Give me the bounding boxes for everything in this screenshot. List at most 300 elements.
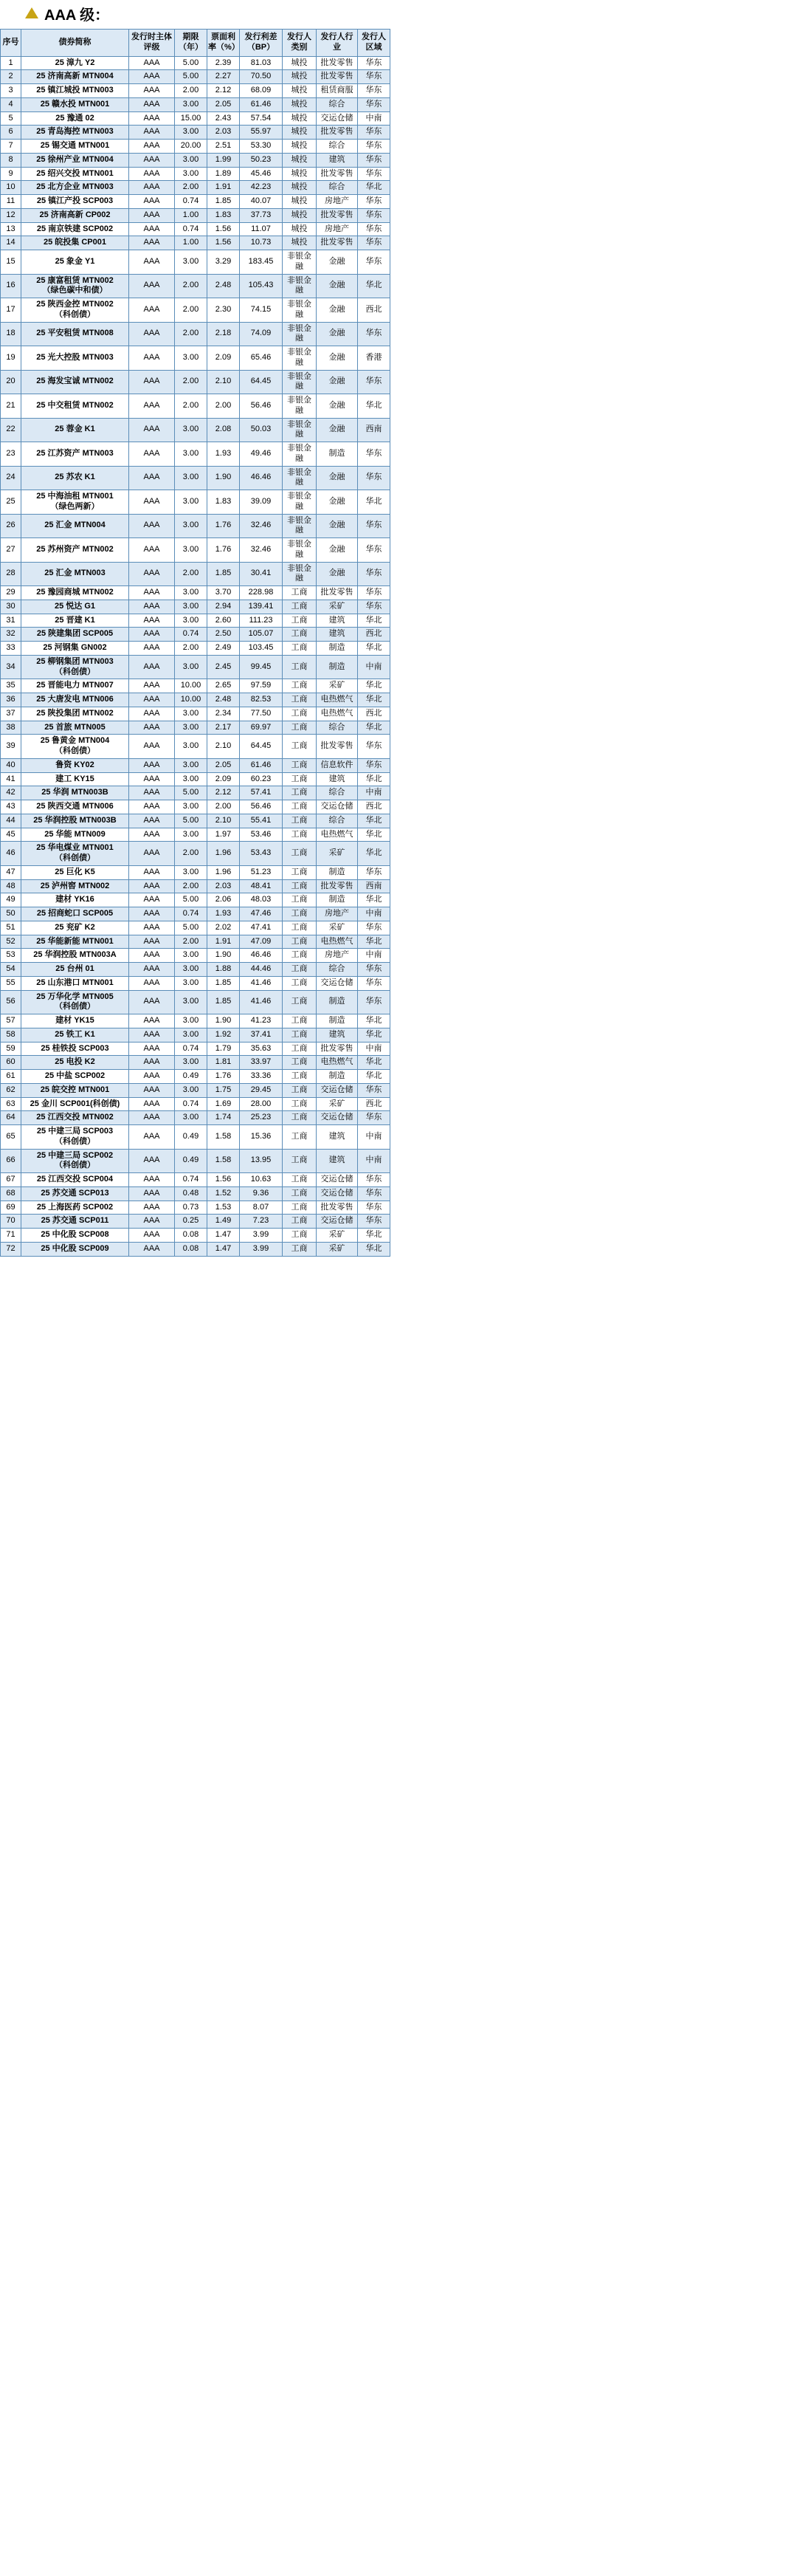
cell-issuer-type: 工商 <box>283 1042 317 1056</box>
table-row <box>1 562 390 586</box>
cell-coupon: 1.47 <box>207 1242 240 1256</box>
cell-bond-name: 25 中交租赁 MTN002 <box>21 394 129 419</box>
cell-issuer-industry: 金融 <box>317 418 358 442</box>
cell-coupon: 1.47 <box>207 1229 240 1243</box>
cell-issuer-rating: AAA <box>129 921 175 935</box>
cell-index: 33 <box>1 642 21 656</box>
cell-issuer-industry: 金融 <box>317 538 358 563</box>
cell-issuer-type: 工商 <box>283 1186 317 1201</box>
cell-bond-name: 25 海发宝诚 MTN002 <box>21 370 129 394</box>
cell-index: 64 <box>1 1111 21 1125</box>
table-row <box>1 322 390 346</box>
table-row <box>1 786 390 800</box>
cell-issuer-rating: AAA <box>129 628 175 642</box>
cell-spread: 8.07 <box>240 1201 283 1215</box>
cell-bond-name: 25 陕建集团 SCP005 <box>21 628 129 642</box>
table-row <box>1 167 390 181</box>
cell-issuer-type: 非银金融 <box>283 562 317 586</box>
document-page <box>0 0 797 1257</box>
cell-spread: 9.36 <box>240 1186 283 1201</box>
cell-spread: 40.07 <box>240 195 283 209</box>
cell-issuer-type: 非银金融 <box>283 466 317 490</box>
cell-bond-name: 25 青岛海控 MTN003 <box>21 126 129 140</box>
cell-coupon: 2.10 <box>207 814 240 828</box>
cell-issuer-rating: AAA <box>129 976 175 990</box>
table-row <box>1 1056 390 1070</box>
cell-issuer-rating: AAA <box>129 181 175 195</box>
table-row <box>1 963 390 977</box>
cell-issuer-type: 工商 <box>283 1173 317 1187</box>
cell-coupon: 2.09 <box>207 772 240 786</box>
cell-bond-name: 25 徐州产业 MTN004 <box>21 153 129 167</box>
cell-issuer-rating: AAA <box>129 786 175 800</box>
table-row <box>1 1173 390 1187</box>
cell-coupon: 1.99 <box>207 153 240 167</box>
cell-index: 63 <box>1 1097 21 1111</box>
cell-bond-name: 25 济南高新 CP002 <box>21 208 129 222</box>
cell-issuer-rating: AAA <box>129 1186 175 1201</box>
table-row <box>1 990 390 1014</box>
cell-issuer-industry: 制造 <box>317 990 358 1014</box>
cell-issuer-rating: AAA <box>129 514 175 538</box>
cell-issuer-industry: 房地产 <box>317 949 358 963</box>
cell-issuer-rating: AAA <box>129 1070 175 1084</box>
cell-issuer-industry: 建筑 <box>317 1125 358 1150</box>
cell-term: 2.00 <box>175 370 207 394</box>
table-row <box>1 1028 390 1042</box>
cell-issuer-industry: 建筑 <box>317 628 358 642</box>
section-heading <box>0 0 797 29</box>
cell-issuer-region: 西北 <box>358 298 390 323</box>
cell-issuer-industry: 制造 <box>317 1070 358 1084</box>
cell-term: 2.00 <box>175 394 207 419</box>
cell-index: 5 <box>1 111 21 126</box>
cell-issuer-type: 工商 <box>283 707 317 721</box>
cell-bond-name: 25 金川 SCP001(科创债) <box>21 1097 129 1111</box>
cell-term: 1.00 <box>175 208 207 222</box>
cell-coupon: 1.74 <box>207 1111 240 1125</box>
table-row <box>1 865 390 879</box>
cell-issuer-industry: 批发零售 <box>317 1042 358 1056</box>
cell-index: 12 <box>1 208 21 222</box>
cell-bond-name: 25 镇江产投 SCP003 <box>21 195 129 209</box>
cell-index: 60 <box>1 1056 21 1070</box>
cell-coupon: 2.09 <box>207 346 240 371</box>
cell-bond-name: 25 华电煤业 MTN001 （科创债） <box>21 842 129 866</box>
cell-index: 46 <box>1 842 21 866</box>
cell-bond-name: 25 晋建 K1 <box>21 614 129 628</box>
cell-issuer-rating: AAA <box>129 893 175 907</box>
cell-issuer-region: 华东 <box>358 600 390 614</box>
cell-term: 3.00 <box>175 758 207 772</box>
table-row <box>1 56 390 70</box>
cell-issuer-industry: 金融 <box>317 466 358 490</box>
cell-issuer-rating: AAA <box>129 153 175 167</box>
cell-issuer-region: 华东 <box>358 1173 390 1187</box>
cell-bond-name: 25 华润控股 MTN003A <box>21 949 129 963</box>
cell-index: 10 <box>1 181 21 195</box>
cell-index: 54 <box>1 963 21 977</box>
cell-issuer-rating: AAA <box>129 707 175 721</box>
cell-term: 3.00 <box>175 126 207 140</box>
cell-issuer-region: 华北 <box>358 181 390 195</box>
cell-term: 0.74 <box>175 1042 207 1056</box>
cell-term: 0.08 <box>175 1229 207 1243</box>
cell-issuer-rating: AAA <box>129 735 175 759</box>
table-row <box>1 1242 390 1256</box>
cell-bond-name: 25 南京铁建 SCP002 <box>21 222 129 236</box>
cell-bond-name: 25 陕西交通 MTN006 <box>21 800 129 814</box>
cell-coupon: 2.48 <box>207 274 240 298</box>
cell-issuer-type: 工商 <box>283 990 317 1014</box>
cell-coupon: 2.94 <box>207 600 240 614</box>
cell-coupon: 2.45 <box>207 655 240 679</box>
cell-issuer-type: 工商 <box>283 1229 317 1243</box>
cell-issuer-region: 华东 <box>358 70 390 84</box>
cell-issuer-type: 工商 <box>283 758 317 772</box>
cell-spread: 37.73 <box>240 208 283 222</box>
cell-issuer-type: 城投 <box>283 97 317 111</box>
cell-term: 3.00 <box>175 167 207 181</box>
cell-term: 2.00 <box>175 181 207 195</box>
cell-issuer-region: 华东 <box>358 208 390 222</box>
cell-spread: 183.45 <box>240 250 283 275</box>
cell-issuer-industry: 批发零售 <box>317 236 358 250</box>
cell-spread: 7.23 <box>240 1215 283 1229</box>
cell-bond-name: 25 苏州资产 MTN002 <box>21 538 129 563</box>
cell-issuer-rating: AAA <box>129 642 175 656</box>
cell-spread: 103.45 <box>240 642 283 656</box>
cell-issuer-type: 工商 <box>283 893 317 907</box>
cell-spread: 69.97 <box>240 721 283 735</box>
cell-issuer-industry: 采矿 <box>317 600 358 614</box>
cell-coupon: 2.17 <box>207 721 240 735</box>
cell-bond-name: 25 柳钢集团 MTN003 （科创债） <box>21 655 129 679</box>
cell-coupon: 1.56 <box>207 236 240 250</box>
cell-issuer-type: 工商 <box>283 1070 317 1084</box>
table-row <box>1 679 390 693</box>
table-header-row <box>1 30 390 57</box>
cell-bond-name: 25 镇江城投 MTN003 <box>21 84 129 98</box>
cell-term: 0.25 <box>175 1215 207 1229</box>
cell-issuer-industry: 电热燃气 <box>317 693 358 707</box>
cell-issuer-industry: 综合 <box>317 963 358 977</box>
table-row <box>1 274 390 298</box>
cell-index: 19 <box>1 346 21 371</box>
cell-index: 20 <box>1 370 21 394</box>
cell-term: 3.00 <box>175 538 207 563</box>
cell-issuer-industry: 综合 <box>317 786 358 800</box>
cell-spread: 10.73 <box>240 236 283 250</box>
cell-spread: 55.97 <box>240 126 283 140</box>
cell-issuer-industry: 采矿 <box>317 1229 358 1243</box>
table-row <box>1 298 390 323</box>
cell-issuer-industry: 建筑 <box>317 1028 358 1042</box>
cell-issuer-rating: AAA <box>129 1111 175 1125</box>
cell-issuer-rating: AAA <box>129 97 175 111</box>
cell-issuer-region: 华东 <box>358 976 390 990</box>
cell-spread: 74.15 <box>240 298 283 323</box>
column-header-issuer-region: 发行人区域 <box>358 30 390 57</box>
table-row <box>1 600 390 614</box>
cell-index: 52 <box>1 935 21 949</box>
cell-issuer-rating: AAA <box>129 600 175 614</box>
cell-issuer-type: 工商 <box>283 642 317 656</box>
cell-term: 0.08 <box>175 1242 207 1256</box>
cell-bond-name: 25 电投 K2 <box>21 1056 129 1070</box>
cell-issuer-region: 华北 <box>358 828 390 842</box>
cell-issuer-rating: AAA <box>129 1056 175 1070</box>
table-row <box>1 976 390 990</box>
cell-issuer-rating: AAA <box>129 1097 175 1111</box>
cell-issuer-rating: AAA <box>129 1028 175 1042</box>
cell-index: 15 <box>1 250 21 275</box>
cell-bond-name: 25 锡交通 MTN001 <box>21 140 129 154</box>
cell-term: 5.00 <box>175 814 207 828</box>
cell-index: 21 <box>1 394 21 419</box>
column-header-term: 期限（年） <box>175 30 207 57</box>
table-row <box>1 250 390 275</box>
cell-index: 47 <box>1 865 21 879</box>
cell-term: 3.00 <box>175 418 207 442</box>
cell-issuer-rating: AAA <box>129 1242 175 1256</box>
cell-issuer-region: 华北 <box>358 721 390 735</box>
cell-issuer-region: 华东 <box>358 1111 390 1125</box>
cell-coupon: 1.76 <box>207 538 240 563</box>
cell-issuer-industry: 采矿 <box>317 1097 358 1111</box>
cell-spread: 228.98 <box>240 586 283 600</box>
cell-issuer-rating: AAA <box>129 758 175 772</box>
cell-issuer-industry: 电热燃气 <box>317 1056 358 1070</box>
table-row <box>1 1070 390 1084</box>
cell-issuer-rating: AAA <box>129 1042 175 1056</box>
cell-issuer-rating: AAA <box>129 1125 175 1150</box>
cell-coupon: 2.10 <box>207 370 240 394</box>
cell-bond-name: 25 首旅 MTN005 <box>21 721 129 735</box>
cell-bond-name: 25 苏交通 SCP013 <box>21 1186 129 1201</box>
cell-term: 3.00 <box>175 949 207 963</box>
cell-issuer-type: 城投 <box>283 181 317 195</box>
cell-issuer-region: 华东 <box>358 442 390 467</box>
cell-issuer-region: 华东 <box>358 758 390 772</box>
cell-term: 5.00 <box>175 893 207 907</box>
cell-issuer-industry: 综合 <box>317 140 358 154</box>
cell-index: 13 <box>1 222 21 236</box>
cell-bond-name: 25 江西交投 SCP004 <box>21 1173 129 1187</box>
cell-bond-name: 25 铁工 K1 <box>21 1028 129 1042</box>
cell-index: 61 <box>1 1070 21 1084</box>
cell-term: 3.00 <box>175 614 207 628</box>
cell-issuer-type: 工商 <box>283 1028 317 1042</box>
cell-issuer-type: 工商 <box>283 1111 317 1125</box>
cell-index: 44 <box>1 814 21 828</box>
cell-bond-name: 25 赣水投 MTN001 <box>21 97 129 111</box>
cell-spread: 70.50 <box>240 70 283 84</box>
cell-issuer-rating: AAA <box>129 274 175 298</box>
cell-term: 2.00 <box>175 879 207 893</box>
cell-issuer-type: 城投 <box>283 195 317 209</box>
cell-coupon: 1.58 <box>207 1125 240 1150</box>
cell-issuer-type: 工商 <box>283 963 317 977</box>
cell-issuer-region: 中南 <box>358 949 390 963</box>
cell-bond-name: 25 江苏资产 MTN003 <box>21 442 129 467</box>
cell-coupon: 2.49 <box>207 642 240 656</box>
cell-issuer-industry: 综合 <box>317 814 358 828</box>
cell-coupon: 1.56 <box>207 222 240 236</box>
cell-spread: 48.03 <box>240 893 283 907</box>
cell-issuer-industry: 采矿 <box>317 1242 358 1256</box>
cell-term: 2.00 <box>175 562 207 586</box>
cell-spread: 53.46 <box>240 828 283 842</box>
cell-issuer-type: 工商 <box>283 614 317 628</box>
cell-issuer-industry: 电热燃气 <box>317 935 358 949</box>
cell-index: 18 <box>1 322 21 346</box>
cell-issuer-region: 华东 <box>358 586 390 600</box>
cell-issuer-region: 华东 <box>358 140 390 154</box>
cell-issuer-rating: AAA <box>129 721 175 735</box>
cell-spread: 33.97 <box>240 1056 283 1070</box>
table-row <box>1 907 390 921</box>
cell-term: 2.00 <box>175 274 207 298</box>
cell-spread: 82.53 <box>240 693 283 707</box>
cell-term: 20.00 <box>175 140 207 154</box>
cell-index: 48 <box>1 879 21 893</box>
cell-issuer-region: 中南 <box>358 111 390 126</box>
table-row <box>1 97 390 111</box>
cell-coupon: 1.56 <box>207 1173 240 1187</box>
cell-term: 3.00 <box>175 490 207 515</box>
table-row <box>1 222 390 236</box>
cell-issuer-rating: AAA <box>129 562 175 586</box>
cell-issuer-rating: AAA <box>129 111 175 126</box>
cell-issuer-region: 华北 <box>358 1242 390 1256</box>
cell-coupon: 2.12 <box>207 786 240 800</box>
cell-issuer-industry: 建筑 <box>317 772 358 786</box>
column-header-bond-name: 债券简称 <box>21 30 129 57</box>
cell-issuer-region: 华东 <box>358 250 390 275</box>
cell-issuer-region: 西南 <box>358 418 390 442</box>
cell-spread: 3.99 <box>240 1242 283 1256</box>
cell-issuer-type: 工商 <box>283 1097 317 1111</box>
cell-issuer-industry: 制造 <box>317 655 358 679</box>
cell-term: 2.00 <box>175 642 207 656</box>
cell-issuer-industry: 批发零售 <box>317 167 358 181</box>
table-row <box>1 111 390 126</box>
table-row <box>1 842 390 866</box>
cell-index: 50 <box>1 907 21 921</box>
cell-issuer-type: 工商 <box>283 586 317 600</box>
cell-coupon: 1.90 <box>207 1014 240 1028</box>
column-header-spread: 发行利差（BP） <box>240 30 283 57</box>
cell-spread: 57.54 <box>240 111 283 126</box>
cell-bond-name: 25 中化股 SCP009 <box>21 1242 129 1256</box>
cell-issuer-type: 城投 <box>283 222 317 236</box>
table-row <box>1 153 390 167</box>
cell-issuer-type: 工商 <box>283 655 317 679</box>
cell-issuer-region: 华东 <box>358 322 390 346</box>
cell-issuer-region: 华东 <box>358 538 390 563</box>
cell-issuer-type: 城投 <box>283 167 317 181</box>
cell-issuer-type: 城投 <box>283 208 317 222</box>
cell-bond-name: 25 陕西金控 MTN002 （科创债） <box>21 298 129 323</box>
cell-issuer-type: 工商 <box>283 828 317 842</box>
cell-index: 70 <box>1 1215 21 1229</box>
cell-bond-name: 25 光大控股 MTN003 <box>21 346 129 371</box>
cell-term: 2.00 <box>175 298 207 323</box>
cell-issuer-industry: 制造 <box>317 442 358 467</box>
cell-issuer-industry: 交运仓储 <box>317 1186 358 1201</box>
table-row <box>1 514 390 538</box>
cell-spread: 32.46 <box>240 538 283 563</box>
cell-term: 5.00 <box>175 921 207 935</box>
cell-index: 69 <box>1 1201 21 1215</box>
cell-coupon: 1.76 <box>207 1070 240 1084</box>
cell-term: 3.00 <box>175 1083 207 1097</box>
cell-term: 2.00 <box>175 322 207 346</box>
cell-issuer-rating: AAA <box>129 1215 175 1229</box>
cell-coupon: 1.97 <box>207 828 240 842</box>
cell-issuer-industry: 金融 <box>317 298 358 323</box>
cell-term: 3.00 <box>175 963 207 977</box>
table-row <box>1 1097 390 1111</box>
cell-index: 6 <box>1 126 21 140</box>
cell-issuer-rating: AAA <box>129 208 175 222</box>
cell-issuer-type: 工商 <box>283 907 317 921</box>
cell-term: 0.49 <box>175 1070 207 1084</box>
cell-issuer-region: 华北 <box>358 642 390 656</box>
cell-issuer-industry: 金融 <box>317 370 358 394</box>
cell-coupon: 1.91 <box>207 181 240 195</box>
cell-issuer-type: 非银金融 <box>283 418 317 442</box>
cell-issuer-region: 华东 <box>358 1215 390 1229</box>
cell-bond-name: 25 苏交通 SCP011 <box>21 1215 129 1229</box>
cell-spread: 45.46 <box>240 167 283 181</box>
cell-bond-name: 25 江西交投 MTN002 <box>21 1111 129 1125</box>
cell-issuer-type: 工商 <box>283 1242 317 1256</box>
cell-coupon: 1.79 <box>207 1042 240 1056</box>
cell-issuer-rating: AAA <box>129 1014 175 1028</box>
column-header-index: 序号 <box>1 30 21 57</box>
cell-term: 2.00 <box>175 84 207 98</box>
cell-issuer-region: 华东 <box>358 222 390 236</box>
table-row <box>1 346 390 371</box>
cell-term: 0.48 <box>175 1186 207 1201</box>
cell-issuer-region: 华北 <box>358 614 390 628</box>
cell-issuer-rating: AAA <box>129 865 175 879</box>
table-row <box>1 394 390 419</box>
cell-issuer-region: 华北 <box>358 814 390 828</box>
cell-term: 3.00 <box>175 721 207 735</box>
cell-spread: 46.46 <box>240 466 283 490</box>
cell-issuer-region: 华北 <box>358 842 390 866</box>
cell-index: 49 <box>1 893 21 907</box>
cell-issuer-rating: AAA <box>129 442 175 467</box>
cell-spread: 37.41 <box>240 1028 283 1042</box>
cell-index: 59 <box>1 1042 21 1056</box>
cell-spread: 61.46 <box>240 97 283 111</box>
cell-bond-name: 25 蓉金 K1 <box>21 418 129 442</box>
cell-coupon: 1.85 <box>207 195 240 209</box>
cell-index: 53 <box>1 949 21 963</box>
cell-bond-name: 25 中建三局 SCP003 （科创债） <box>21 1125 129 1150</box>
cell-bond-name: 25 桂铁投 SCP003 <box>21 1042 129 1056</box>
cell-issuer-type: 工商 <box>283 1201 317 1215</box>
diamond-bullet-icon <box>25 7 38 18</box>
cell-issuer-region: 西北 <box>358 1097 390 1111</box>
section-title-text: AAA 级： <box>44 7 110 24</box>
table-row <box>1 1083 390 1097</box>
cell-issuer-region: 华东 <box>358 963 390 977</box>
